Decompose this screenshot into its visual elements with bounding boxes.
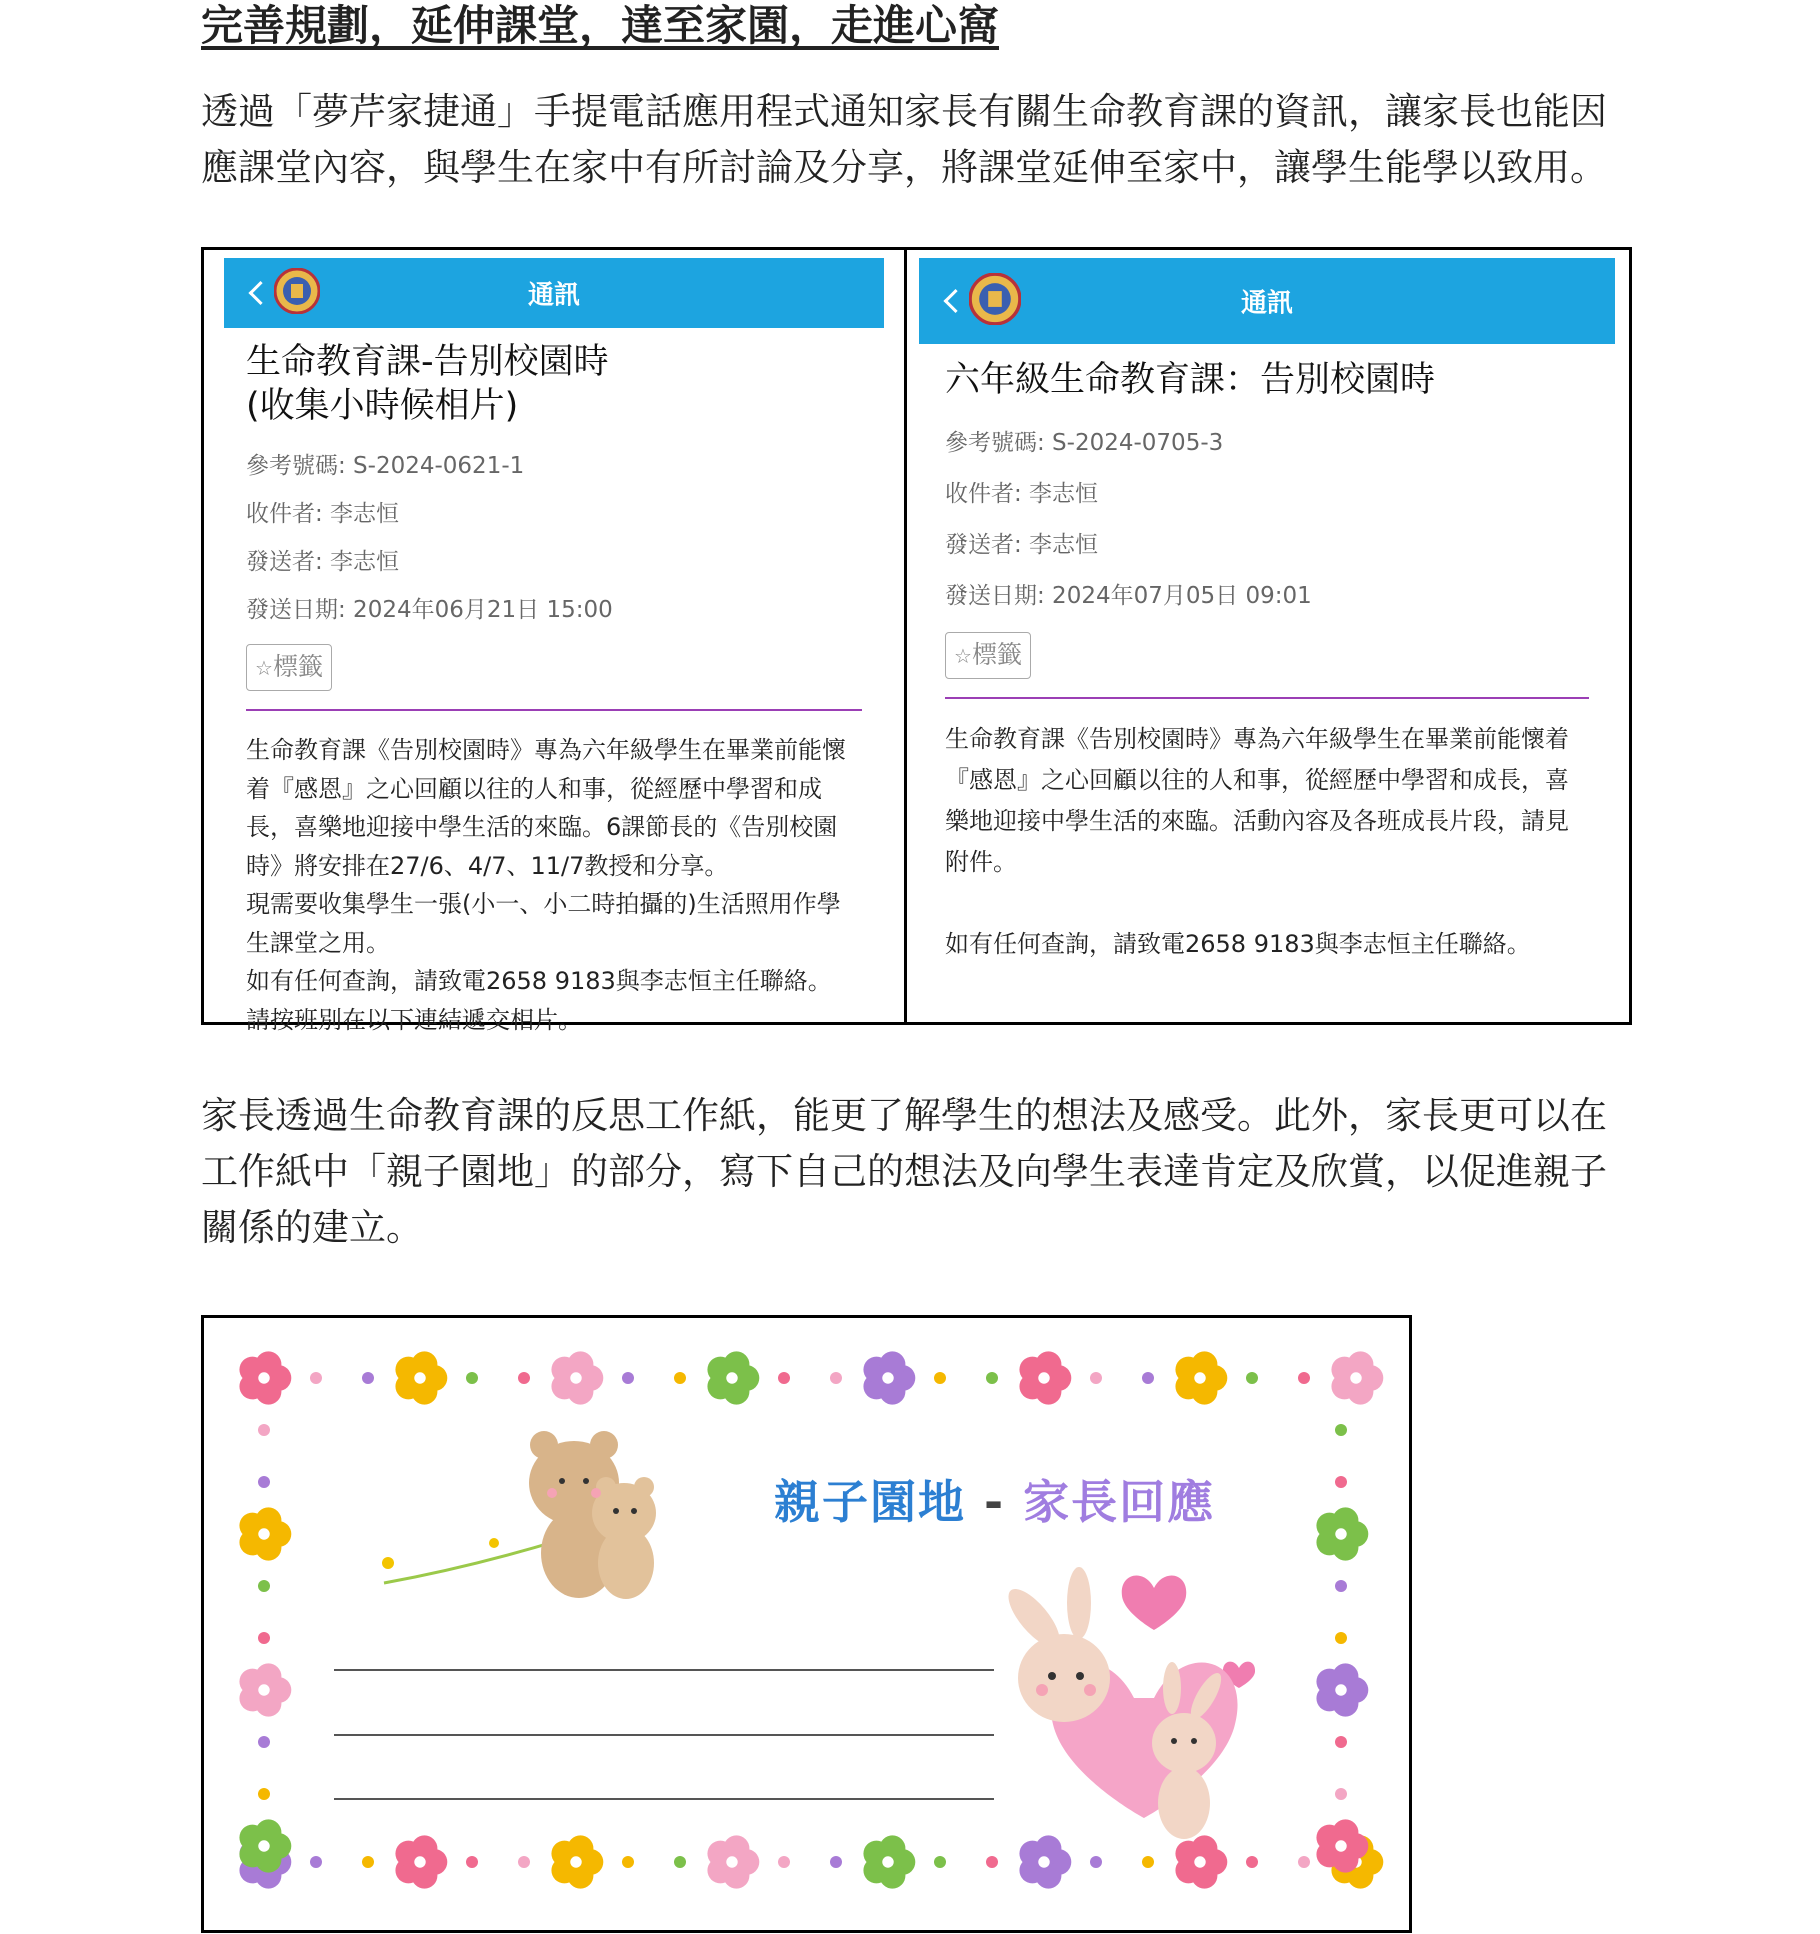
border-dot (986, 1372, 998, 1384)
flower-center (570, 1856, 581, 1867)
message-title: 生命教育課-告別校園時 (收集小時候相片) (246, 342, 609, 426)
border-dot (1335, 1580, 1347, 1592)
worksheet-title-part2: 家長回應 (1023, 1475, 1216, 1529)
border-dot (518, 1856, 530, 1868)
message-title: 六年級生命教育課：告別校園時 (945, 360, 1436, 400)
message-body: 生命教育課《告別校園時》專為六年級學生在畢業前能懷着『感恩』之心回顧以往的人和事，從經歷中學習和成長，喜樂地迎接中學生活的來臨。活動內容及各班成長片段，請見附件。 如有任何查詢，請致電2658 9183與李志恒主任聯絡。 (945, 725, 1569, 958)
border-dot (258, 1476, 270, 1488)
flower-petal (1332, 1507, 1358, 1533)
border-dot (1335, 1788, 1347, 1800)
separator-line (246, 709, 862, 711)
border-dot (1335, 1736, 1347, 1748)
send-date: 發送日期: 2024年07月05日 09:01 (945, 583, 1312, 609)
flower-center (414, 1372, 425, 1383)
recipient: 收件者: 李志恒 (945, 481, 1099, 507)
flower-petal (255, 1663, 281, 1689)
flower-center (1194, 1372, 1205, 1383)
writing-line[interactable] (334, 1734, 994, 1736)
border-dot (1246, 1372, 1258, 1384)
star-icon: ☆ (255, 656, 273, 680)
flower-petal (255, 1819, 281, 1845)
flower-center (1335, 1840, 1346, 1851)
border-dot (362, 1856, 374, 1868)
flower-petal (723, 1835, 749, 1861)
tag-button[interactable] (945, 632, 1031, 679)
border-dot (778, 1372, 790, 1384)
writing-line[interactable] (334, 1798, 994, 1800)
worksheet-title (774, 1466, 1215, 1532)
border-dot (674, 1372, 686, 1384)
border-dot (1298, 1372, 1310, 1384)
border-dot (622, 1372, 634, 1384)
flower-petal (567, 1835, 593, 1861)
border-dot (1142, 1372, 1154, 1384)
border-dot (258, 1580, 270, 1592)
intro-paragraph: 透過「夢芹家捷通」手提電話應用程式通知家長有關生命教育課的資訊，讓家長也能因應課堂內容，與學生在家中有所討論及分享，將課堂延伸至家中，讓學生能學以致用。 (201, 90, 1607, 189)
border-dot (1335, 1424, 1347, 1436)
border-dot (466, 1856, 478, 1868)
border-dot (674, 1856, 686, 1868)
rabbits-hearts-illustration (994, 1558, 1314, 1878)
flower-center (882, 1372, 893, 1383)
flower-center (258, 1528, 269, 1539)
send-date: 發送日期: 2024年06月21日 15:00 (246, 597, 613, 623)
border-dot (518, 1372, 530, 1384)
flower-petal (723, 1351, 749, 1377)
section-heading: 完善規劃，延伸課堂，達至家園，走進心窩 (201, 1, 1000, 50)
flower-petal (411, 1351, 437, 1377)
worksheet-title-separator: - (966, 1475, 1024, 1529)
border-dot (258, 1424, 270, 1436)
border-dot (258, 1632, 270, 1644)
border-dot (466, 1372, 478, 1384)
flower-center (258, 1840, 269, 1851)
flower-petal (567, 1351, 593, 1377)
flower-petal (255, 1507, 281, 1533)
flower-petal (879, 1835, 905, 1861)
tag-label: 標籤 (971, 640, 1022, 669)
border-dot (258, 1788, 270, 1800)
reference-number: 參考號碼: S-2024-0621-1 (246, 453, 525, 479)
border-dot (310, 1372, 322, 1384)
flower-petal (1035, 1351, 1061, 1377)
flower-petal (411, 1835, 437, 1861)
flower-petal (1191, 1351, 1217, 1377)
flower-center (258, 1684, 269, 1695)
app-screenshots-panel (201, 247, 1632, 1034)
separator-line (945, 697, 1589, 699)
border-dot (1090, 1372, 1102, 1384)
flower-petal (255, 1351, 281, 1377)
border-dot (830, 1372, 842, 1384)
border-dot (1335, 1632, 1347, 1644)
topbar-title: 通訊 (1240, 288, 1293, 319)
border-dot (310, 1856, 322, 1868)
border-dot (258, 1736, 270, 1748)
border-dot (830, 1856, 842, 1868)
border-dot (1335, 1476, 1347, 1488)
flower-center (414, 1856, 425, 1867)
worksheet-paragraph: 家長透過生命教育課的反思工作紙，能更了解學生的想法及感受。此外，家長更可以在工作紙中「親子園地」的部分，寫下自己的想法及向學生表達肯定及欣賞，以促進親子關係的建立。 (201, 1094, 1607, 1249)
flower-center (258, 1372, 269, 1383)
border-dot (934, 1856, 946, 1868)
app-topbar (224, 258, 884, 328)
flower-petal (1332, 1663, 1358, 1689)
border-dot (934, 1372, 946, 1384)
flower-center (726, 1372, 737, 1383)
flower-center (1335, 1684, 1346, 1695)
sender: 發送者: 李志恒 (945, 532, 1099, 558)
flower-center (1335, 1528, 1346, 1539)
flower-center (726, 1856, 737, 1867)
border-dot (362, 1372, 374, 1384)
message-body: 生命教育課《告別校園時》專為六年級學生在畢業前能懷着『感恩』之心回顧以往的人和事，從經歷中學習和成長，喜樂地迎接中學生活的來臨。6課節長的《告別校園時》將安排在27/6、4/7、11/7教授和分享。 現需要收集學生一張(小一、小二時拍攝的)生活照用作學生課堂之用。 如有任何查詢，請致電2658 9183與李志恒主任聯絡。 請按班別在以下連結遞交相片。 (246, 736, 846, 1034)
app-topbar (919, 258, 1615, 344)
flower-petal (1347, 1351, 1373, 1377)
message-screen-left (224, 258, 884, 1039)
parent-response-worksheet (201, 1315, 1412, 1933)
border-dot (778, 1856, 790, 1868)
worksheet-title-part1: 親子園地 (774, 1475, 966, 1529)
flower-petal (1332, 1819, 1358, 1845)
bears-illustration (374, 1413, 714, 1613)
sender: 發送者: 李志恒 (246, 549, 400, 575)
flower-center (882, 1856, 893, 1867)
flower-center (1038, 1372, 1049, 1383)
recipient: 收件者: 李志恒 (246, 501, 400, 527)
writing-line[interactable] (334, 1669, 994, 1671)
panel-divider (904, 250, 907, 1022)
flower-petal (879, 1351, 905, 1377)
message-screen-right (919, 258, 1615, 965)
flower-center (570, 1372, 581, 1383)
border-dot (622, 1856, 634, 1868)
star-icon: ☆ (954, 644, 972, 668)
topbar-title: 通訊 (527, 280, 580, 311)
tag-button[interactable] (246, 644, 332, 691)
flower-center (1350, 1372, 1361, 1383)
reference-number: 參考號碼: S-2024-0705-3 (945, 430, 1224, 456)
tag-label: 標籤 (272, 652, 323, 681)
